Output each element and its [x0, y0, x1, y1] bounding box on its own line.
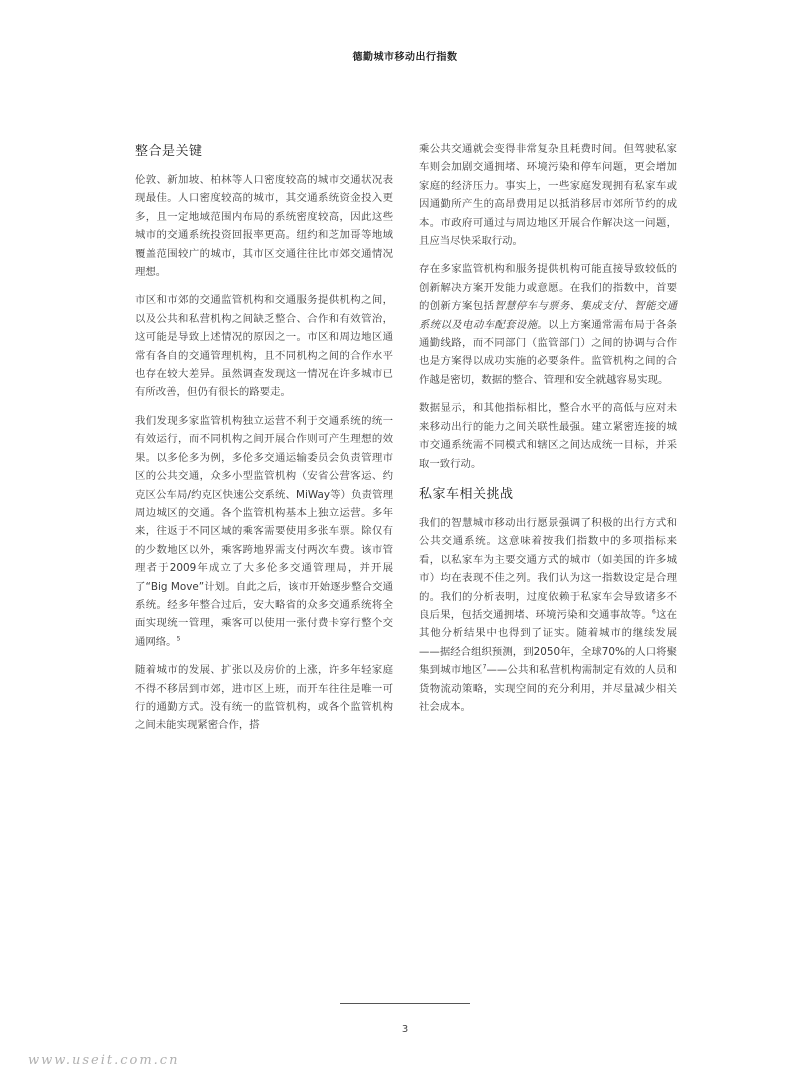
watermark: www.useit.com.cn [28, 1053, 180, 1068]
paragraph-text: 我们的智慧城市移动出行愿景强调了积极的出行方式和公共交通系统。这意味着按我们指数中的多项指标来看，以私家车为主要交通方式的城市（如美国的许多城市）均在表现不佳之列。我们认为这一指数设定是合理的。我们的分析表明，过度依赖于私家车会导致诸多不良后果，包括交通拥堵、环境污染和交通事故等。 [419, 516, 677, 621]
paragraph: 数据显示，和其他指标相比，整合水平的高低与应对未来移动出行的能力之间关联性最强。建立紧密连接的城市交通系统需不同模式和辖区之间达成统一目标，并采取一致行动。 [419, 402, 677, 470]
paragraph [419, 514, 677, 716]
running-header: 德勤城市移动出行指数 [352, 52, 458, 63]
footer-divider [340, 1003, 470, 1004]
paragraph: 随着城市的发展、扩张以及房价的上涨，许多年轻家庭不得不移居到市郊，进市区上班，而开车往往是唯一可行的通勤方式。没有统一的监管机构，或各个监管机构之间未能实现紧密合作，搭 [135, 664, 393, 732]
paragraph-text: ——公共和私营机构需制定有效的人员和货物流动策略，实现空间的充分利用，并尽量减少相关社会成本。 [419, 664, 678, 713]
paragraph-text: 我们发现多家监管机构独立运营不利于交通系统的统一有效运行，而不同机构之间开展合作则可产生理想的效果。以多伦多为例，多伦多交通运输委员会负责管理市区的公共交通，众多小型监管机构（安省公营客运、约克区公车局/约克区快速公交系统、MiWay等）负责管理周边城区的交通。各个监管机构基本上独立运营。多年来，往返于不同区域的乘客需要使用多张车票。除仅有的少数地区以外，乘客跨地界需支付两次车费。该市管理者于2009年成立了大多伦多交通管理局，并开展了“Big Move”计划。自此之后，该市开始逐步整合交通系统。经多年整合过后，安大略省的众多交通系统将全面实现统一管理，乘客可以使用一张付费卡穿行整个交通网络。 [135, 414, 393, 648]
paragraph [419, 260, 677, 389]
footnote-ref: 6 [652, 608, 656, 616]
paragraph-text: 这在其他分析结果中也得到了证实。随着城市的继续发展——据经合组织预测，到2050年，全球70%的人口将聚集到城市地区 [419, 608, 678, 677]
paragraph: 乘公共交通就会变得非常复杂且耗费时间。但驾驶私家车则会加剧交通拥堵、环境污染和停车问题，更会增加家庭的经济压力。事实上，一些家庭发现拥有私家车或因通勤所产生的高昂费用足以抵消移居市郊所节约的成本。市政府可通过与周边地区开展合作解决这一问题，且应当尽快采取行动。 [419, 143, 677, 248]
footnote-ref: 7 [482, 663, 487, 671]
section-heading-private-cars: 私家车相关挑战 [419, 486, 514, 502]
emphasized-text: 智慧停车与票务、集成支付、智能交通系统以及电动车配套设施 [419, 300, 677, 331]
section-heading-integration: 整合是关键 [135, 144, 203, 159]
paragraph [135, 412, 393, 651]
right-column [419, 140, 677, 726]
left-column [135, 140, 393, 745]
page-number: 3 [401, 1024, 409, 1035]
paragraph-text: 存在多家监管机构和服务提供机构可能直接导致较低的创新解决方案开发能力或意愿。在我们的指数中，首要的创新方案包括 [419, 263, 677, 313]
footnote-ref: 5 [176, 635, 181, 643]
paragraph-text: 。以上方案通常需布局于各条通勤线路，而不同部门（监管部门）之间的协调与合作也是方案得以成功实施的必要条件。监管机构之间的合作越是密切，数据的整合、管理和安全就越容易实现。 [419, 318, 677, 386]
paragraph: 市区和市郊的交通监管机构和交通服务提供机构之间，以及公共和私营机构之间缺乏整合、合作和有效管治，这可能是导致上述情况的原因之一。市区和周边地区通常有各自的交通管理机构，且不同机构之间的合作水平也存在较大差异。虽然调查发现这一情况在许多城市已有所改善，但仍有很长的路要走。 [135, 294, 393, 399]
paragraph: 伦敦、新加坡、柏林等人口密度较高的城市交通状况表现最佳。人口密度较高的城市，其交通系统资金投入更多，且一定地域范围内布局的系统密度较高，因此这些城市的交通系统投资回报率更高。纽约和芝加哥等地域覆盖范围较广的城市，其市区交通往往比市郊交通情况理想。 [135, 174, 393, 279]
